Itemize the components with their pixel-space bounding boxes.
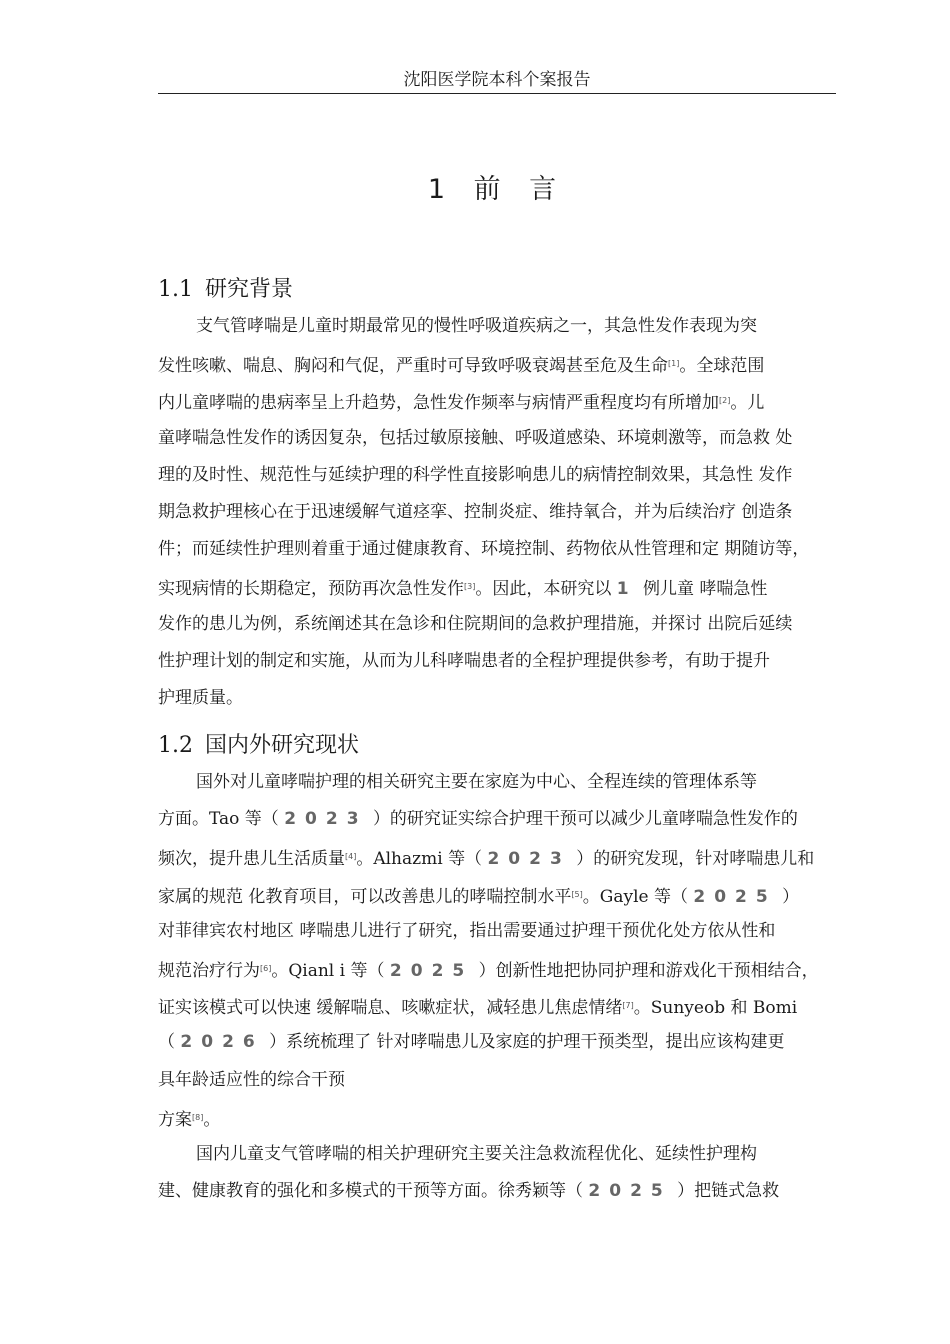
citation: [8]	[192, 1112, 204, 1122]
running-header: 沈阳医学院本科个案报告	[403, 70, 591, 90]
text-line: 方案[8]。	[158, 1109, 221, 1130]
text-line: 性护理计划的制定和实施，从而为儿科哮喘患者的全程护理提供参考，有助于提升	[158, 650, 770, 671]
paragraph-background	[158, 308, 873, 717]
text-line: 发性咳嗽、喘息、胸闷和气促，严重时可导致呼吸衰竭甚至危及生命[1]。全球范围	[158, 356, 765, 377]
text-line: 童哮喘急性发作的诱因复杂，包括过敏原接触、呼吸道感染、环境刺激等，而急救 处	[158, 427, 793, 448]
header-divider	[158, 93, 836, 94]
text-line: 件；而延续性护理则着重于通过健康教育、环境控制、药物依从性管理和定 期随访等，	[158, 539, 810, 560]
citation: [2]	[719, 396, 731, 406]
section-heading-1-1	[158, 274, 293, 306]
chapter-title: 1 前 言	[427, 174, 567, 205]
citation: [1]	[668, 359, 680, 369]
text-line: 建、健康教育的强化和多模式的干预等方面。徐秀颖等（ 2025 ）把链式急救	[158, 1181, 780, 1202]
section-number: 1.1	[158, 277, 193, 302]
citation: [7]	[622, 1001, 634, 1011]
text-line: 证实该模式可以快速 缓解喘息、咳嗽症状，减轻患儿焦虑情绪[7]。Sunyeob 和 Bomi	[158, 998, 798, 1019]
section-heading-1-2	[158, 730, 359, 762]
text-line: 规范治疗行为[6]。Qianl i 等（ 2025 ）创新性地把协同护理和游戏化干预相结合，	[158, 960, 819, 981]
citation: [5]	[571, 889, 583, 899]
text-line: 发作的患儿为例，系统阐述其在急诊和住院期间的急救护理措施，并探讨 出院后延续	[158, 613, 793, 634]
citation: [6]	[260, 963, 272, 973]
text-line: 对菲律宾农村地区 哮喘患儿进行了研究，指出需要通过护理干预优化处方依从性和	[158, 920, 776, 941]
text-line: 国内儿童支气管哮喘的相关护理研究主要关注急救流程优化、延续性护理构	[196, 1143, 757, 1164]
text-line: 频次，提升患儿生活质量[4]。Alhazmi 等（ 2023 ）的研究发现，针对哮喘患儿和	[158, 849, 815, 870]
text-line: 国外对儿童哮喘护理的相关研究主要在家庭为中心、全程连续的管理体系等	[196, 772, 757, 792]
text-line: 方面。Tao 等（ 2023 ）的研究证实综合护理干预可以减少儿童哮喘急性发作的	[158, 809, 798, 830]
text-line: 理的及时性、规范性与延续护理的科学性直接影响患儿的病情控制效果，其急性 发作	[158, 464, 793, 485]
text-line: 家属的规范 化教育项目，可以改善患儿的哮喘控制水平[5]。Gayle 等（ 2025 ）	[158, 886, 800, 907]
section-title: 研究背景	[205, 277, 294, 302]
citation: [4]	[345, 852, 357, 862]
text-line: 支气管哮喘是儿童时期最常见的慢性呼吸道疾病之一，其急性发作表现为突	[196, 316, 757, 336]
text-line: 实现病情的长期稳定，预防再次急性发作[3]。因此，本研究以 1 例儿童 哮喘急性	[158, 579, 768, 600]
citation: [3]	[464, 582, 476, 592]
section-title: 国内外研究现状	[205, 733, 360, 758]
text-line: 内儿童哮喘的患病率呈上升趋势，急性发作频率与病情严重程度均有所增加[2]。儿	[158, 393, 765, 414]
text-line: 护理质量。	[158, 687, 243, 708]
text-line: 具年龄适应性的综合干预	[158, 1069, 345, 1090]
section-number: 1.2	[158, 733, 193, 758]
text-line: （ 2026 ）系统梳理了 针对哮喘患儿及家庭的护理干预类型，提出应该构建更	[158, 1032, 785, 1053]
text-line: 期急救护理核心在于迅速缓解气道痉挛、控制炎症、维持氧合，并为后续治疗 创造条	[158, 501, 793, 522]
paragraph-research-status	[158, 764, 873, 1210]
